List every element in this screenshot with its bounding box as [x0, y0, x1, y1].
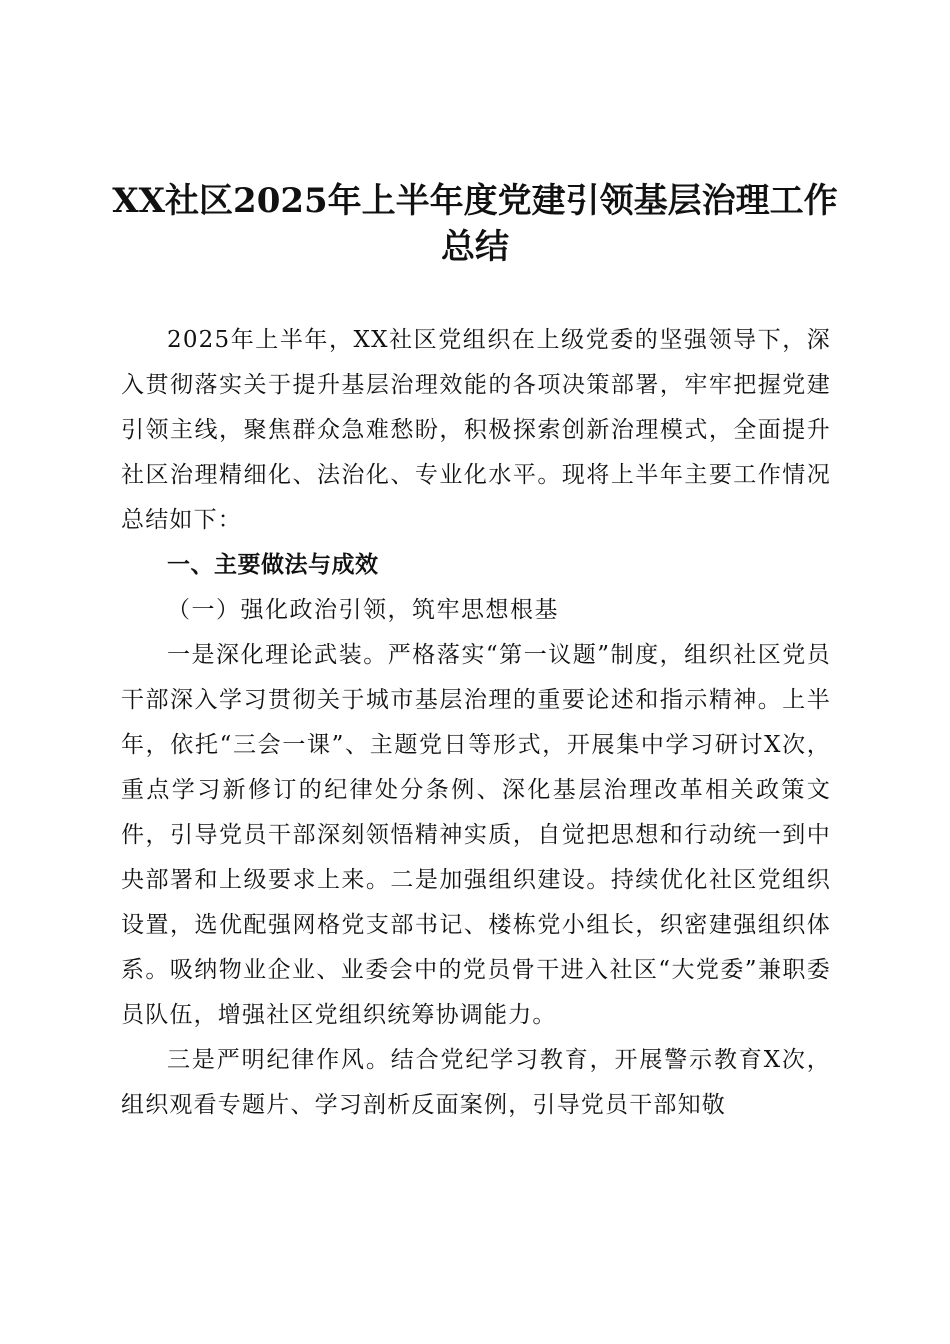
body-paragraph: 一是深化理论武装。严格落实“第一议题”制度，组织社区党员干部深入学习贯彻关于城市基层治理的重要论述和指示精神。上半年，依托“三会一课”、主题党日等形式，开展集中学习研讨X次，重点学习新修订的纪律处分条例、深化基层治理改革相关政策文件，引导党员干部深刻领悟精神实质，自觉把思想和行动统一到中央部署和上级要求上来。二是加强组织建设。持续优化社区党组织设置，选优配强网格党支部书记、楼栋党小组长，织密建强组织体系。吸纳物业企业、业委会中的党员骨干进入社区“大党委”兼职委员队伍，增强社区党组织统筹协调能力。 — [121, 642, 831, 1028]
intro-paragraph: 2025年上半年，XX社区党组织在上级党委的坚强领导下，深入贯彻落实关于提升基层治理效能的各项决策部署，牢牢把握党建引领主线，聚焦群众急难愁盼，积极探索创新治理模式，全面提升社区治理精细化、法治化、专业化水平。现将上半年主要工作情况总结如下： — [121, 327, 831, 533]
body-paragraph: 三是严明纪律作风。结合党纪学习教育，开展警示教育X次，组织观看专题片、学习剖析反面案例，引导党员干部知敬 — [121, 1047, 831, 1118]
subsection-heading-1: （一）强化政治引领，筑牢思想根基 — [167, 597, 559, 623]
section-heading-1: 一、主要做法与成效 — [167, 552, 379, 578]
document-title: XX社区2025年上半年度党建引领基层治理工作总结 — [112, 181, 838, 267]
document-body — [121, 318, 831, 1128]
